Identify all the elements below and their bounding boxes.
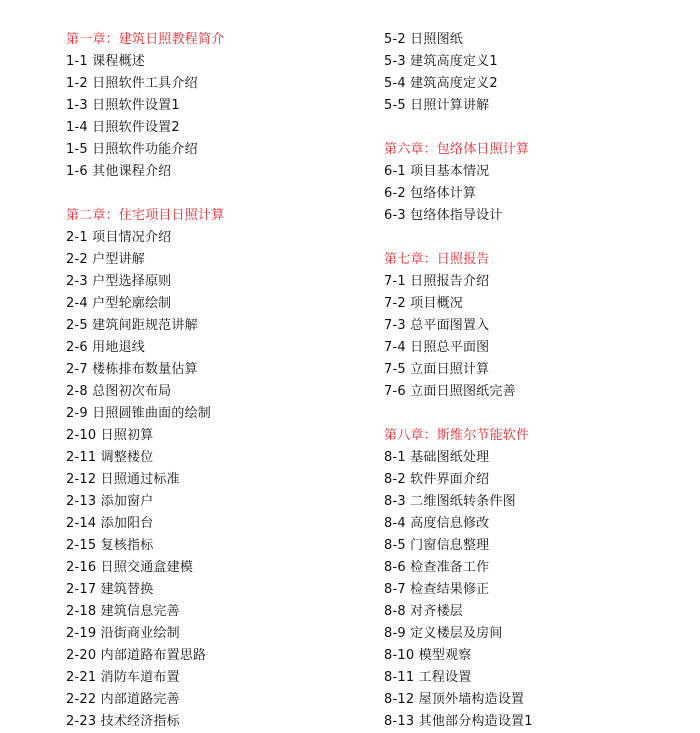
lesson-item: 8-10 模型观察 [384,648,472,663]
lesson-item: 1-4 日照软件设置2 [66,120,180,135]
lesson-item: 7-5 立面日照计算 [384,362,490,377]
lesson-item: 8-4 高度信息修改 [384,516,490,531]
lesson-item: 5-2 日照图纸 [384,32,463,47]
lesson-item: 6-2 包络体计算 [384,186,477,201]
chapter-heading: 第八章：斯维尔节能软件 [384,428,530,443]
right-column [384,29,684,733]
lesson-item: 1-6 其他课程介绍 [66,164,172,179]
lesson-item: 2-1 项目情况介绍 [66,230,172,245]
lesson-item: 8-11 工程设置 [384,670,472,685]
lesson-item: 2-21 消防车道布置 [66,670,180,685]
lesson-item: 8-2 软件界面介绍 [384,472,490,487]
lesson-item: 2-22 内部道路完善 [66,692,180,707]
lesson-item: 2-23 技术经济指标 [66,714,180,729]
chapter-heading: 第二章：住宅项目日照计算 [66,208,225,223]
chapter-heading: 第六章：包络体日照计算 [384,142,530,157]
lesson-item: 2-8 总图初次布局 [66,384,172,399]
lesson-item: 5-4 建筑高度定义2 [384,76,498,91]
lesson-item: 2-6 用地退线 [66,340,145,355]
chapter-heading: 第一章：建筑日照教程简介 [66,32,225,47]
lesson-item: 8-13 其他部分构造设置1 [384,714,533,729]
lesson-item: 2-17 建筑替换 [66,582,154,597]
lesson-item: 1-1 课程概述 [66,54,145,69]
lesson-item: 2-19 沿街商业绘制 [66,626,180,641]
lesson-item: 7-4 日照总平面图 [384,340,490,355]
lesson-item: 1-3 日照软件设置1 [66,98,180,113]
lesson-item: 2-5 建筑间距规范讲解 [66,318,198,333]
lesson-item: 8-6 检查准备工作 [384,560,490,575]
lesson-item: 2-13 添加窗户 [66,494,154,509]
lesson-item: 8-1 基础图纸处理 [384,450,490,465]
lesson-item: 2-7 楼栋排布数量估算 [66,362,198,377]
lesson-item: 8-7 检查结果修正 [384,582,490,597]
lesson-item: 2-14 添加阳台 [66,516,154,531]
lesson-item: 2-2 户型讲解 [66,252,145,267]
lesson-item: 2-3 户型选择原则 [66,274,172,289]
lesson-item: 2-16 日照交通盒建模 [66,560,194,575]
lesson-item: 2-20 内部道路布置思路 [66,648,207,663]
lesson-item: 7-2 项目概况 [384,296,463,311]
lesson-item: 2-4 户型轮廓绘制 [66,296,172,311]
lesson-item: 7-1 日照报告介绍 [384,274,490,289]
lesson-item: 2-9 日照圆锥曲面的绘制 [66,406,211,421]
lesson-item: 6-1 项目基本情况 [384,164,490,179]
lesson-item: 8-8 对齐楼层 [384,604,463,619]
lesson-item: 6-3 包络体指导设计 [384,208,503,223]
lesson-item: 1-2 日照软件工具介绍 [66,76,198,91]
lesson-item: 2-10 日照初算 [66,428,154,443]
lesson-item: 5-3 建筑高度定义1 [384,54,498,69]
lesson-item: 8-12 屋顶外墙构造设置 [384,692,525,707]
section-spacer [66,183,366,205]
lesson-item: 2-15 复核指标 [66,538,154,553]
lesson-item: 5-5 日照计算讲解 [384,98,490,113]
lesson-item: 1-5 日照软件功能介绍 [66,142,198,157]
lesson-item: 2-11 调整楼位 [66,450,154,465]
lesson-item: 2-18 建筑信息完善 [66,604,180,619]
section-spacer [384,117,684,139]
lesson-item: 7-3 总平面图置入 [384,318,490,333]
lesson-item: 7-6 立面日照图纸完善 [384,384,516,399]
section-spacer [384,403,684,425]
lesson-item: 8-3 二维图纸转条件图 [384,494,516,509]
section-spacer [384,227,684,249]
lesson-item: 8-9 定义楼层及房间 [384,626,503,641]
chapter-heading: 第七章：日照报告 [384,252,490,267]
left-column [66,29,366,733]
lesson-item: 8-5 门窗信息整理 [384,538,490,553]
lesson-item: 2-12 日照通过标准 [66,472,180,487]
